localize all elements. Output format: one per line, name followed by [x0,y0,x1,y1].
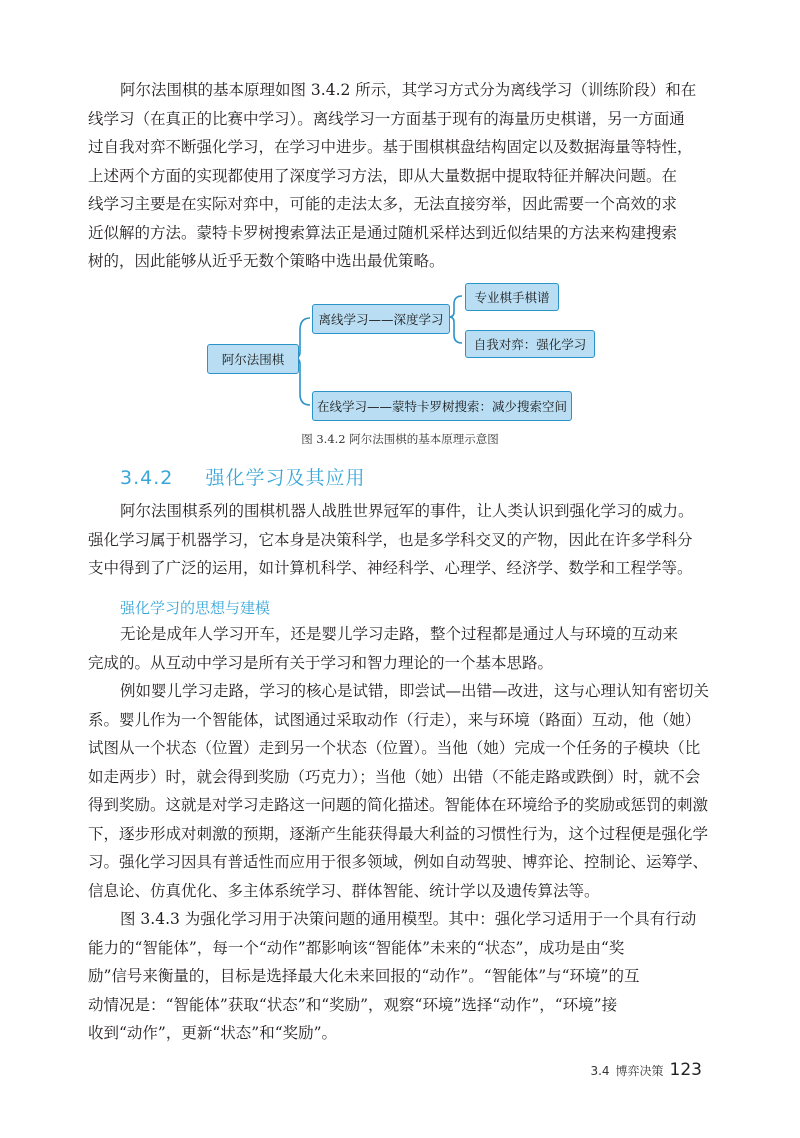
text-line: 无论是成年人学习开车，还是婴儿学习走路，整个过程都是通过人与环境的互动来 [120,625,679,643]
text-line: 试图从一个状态（位置）走到另一个状态（位置）。当他（她）完成一个任务的子模块（比 [88,739,701,757]
text-line: 能力的“智能体”，每一个“动作”都影响该“智能体”未来的“状态”，成功是由“奖 [88,938,625,957]
page-number: 123 [669,1060,702,1080]
text-line: 线学习主要是在实际对弈中，可能的走法太多，无法直接穷举，因此需要一个高效的求 [88,195,678,213]
paragraph-rl-overview [88,497,718,583]
section-title: 强化学习及其应用 [205,467,366,489]
text-line: 过自我对弈不断强化学习，在学习中进步。基于围棋棋盘结构固定以及数据海量等特性， [88,138,693,156]
footer-section-number: 3.4 [590,1064,610,1078]
text-line: 阿尔法围棋系列的围棋机器人战胜世界冠军的事件，让人类认识到强化学习的威力。 [120,502,694,520]
text-line: 完成的。从互动中学习是所有关于学习和智力理论的一个基本思路。 [88,653,554,672]
text-line: 线学习（在真正的比赛中学习）。离线学习一方面基于现有的海量历史棋谱，另一方面通 [88,109,685,128]
text-line: 系。婴儿作为一个智能体，试图通过采取动作（行走），来与环境（路面）互动，他（她） [88,710,701,729]
text-line: 励”信号来衡量的，目标是选择最大化未来回报的“动作”。“智能体”与“环境”的互 [88,967,640,985]
paragraph-baby-walking-example [88,677,718,905]
paragraph-general-model [88,905,718,1048]
text-line: 习。强化学习因具有普适性而应用于很多领域，例如自动驾驶、博弈论、控制论、运筹学、 [88,853,709,871]
subsection-heading: 强化学习的思想与建模 [120,599,271,617]
text-line: 如走两步）时，就会得到奖励（巧克力）；当他（她）出错（不能走路或跌倒）时，就不会 [88,767,701,786]
section-number: 3.4.2 [120,467,174,489]
diagram-connectors [0,0,800,430]
page-footer [590,1060,702,1080]
diagram-root-node: 阿尔法围棋 [207,344,299,374]
diagram-offline-node: 离线学习——深度学习 [312,304,450,334]
text-line: 下，逐步形成对刺激的预期，逐渐产生能获得最大利益的习惯性行为，这个过程便是强化学 [88,824,709,843]
text-line: 动情况是：“智能体”获取“状态”和“奖励”，观察“环境”选择“动作”，“环境”接 [88,995,618,1014]
diagram-leaf-self-play: 自我对弈：强化学习 [465,330,595,358]
text-line: 上述两个方面的实现都使用了深度学习方法，即从大量数据中提取特征并解决问题。在 [88,166,678,185]
paragraph-learning-by-interaction [88,620,718,677]
text-line: 得到奖励。这就是对学习走路这一问题的简化描述。智能体在环境给予的奖励或惩罚的刺激 [88,796,709,814]
text-line: 信息论、仿真优化、多主体系统学习、群体智能、统计学以及遗传算法等。 [88,881,600,900]
text-line: 收到“动作”，更新“状态”和“奖励”。 [88,1024,338,1042]
text-line: 强化学习属于机器学习，它本身是决策科学，也是多学科交叉的产物，因此在许多学科分 [88,530,693,549]
section-heading [120,463,365,490]
footer-chapter-title: 博弈决策 [615,1064,664,1078]
text-line: 图 3.4.3 为强化学习用于决策问题的通用模型。其中：强化学习适用于一个具有行动 [120,910,697,928]
diagram-online-node: 在线学习——蒙特卡罗树搜索：减少搜索空间 [312,391,572,421]
text-line: 支中得到了广泛的运用，如计算机科学、神经科学、心理学、经济学、数学和工程学等。 [88,559,693,577]
text-line: 例如婴儿学习走路，学习的核心是试错，即尝试—出错—改进，这与心理认知有密切关 [120,682,710,700]
text-line: 近似解的方法。蒙特卡罗树搜索算法正是通过随机采样达到近似结果的方法来构建搜索 [88,223,678,242]
figure-caption: 图 3.4.2 阿尔法围棋的基本原理示意图 [301,432,499,446]
diagram-leaf-game-records: 专业棋手棋谱 [465,283,559,311]
text-line: 阿尔法围棋的基本原理如图 3.4.2 所示，其学习方式分为离线学习（训练阶段）和在 [120,81,697,99]
text-line: 树的，因此能够从近乎无数个策略中选出最优策略。 [88,252,445,270]
